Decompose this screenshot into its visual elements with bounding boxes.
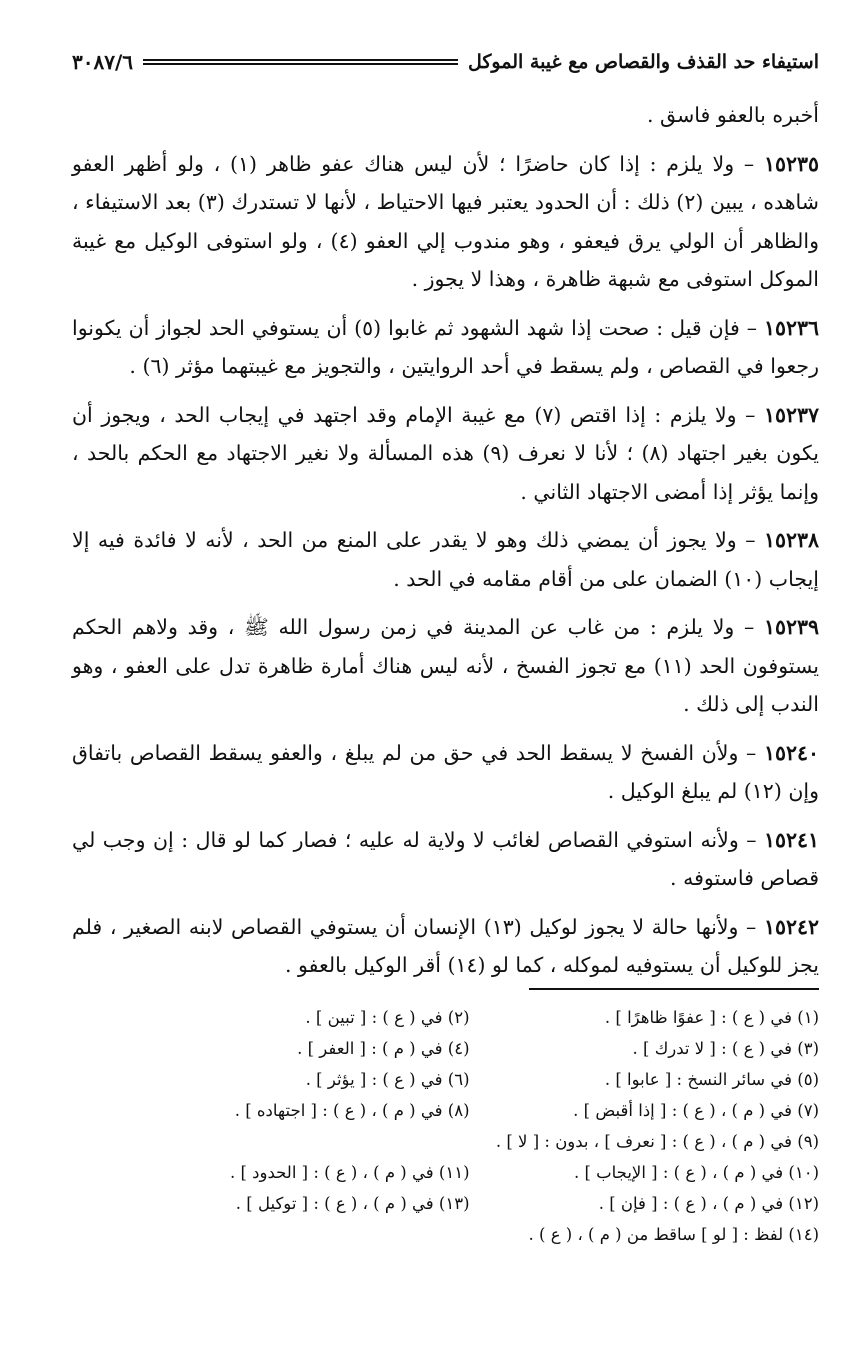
paragraph-number: ١٥٢٣٨	[763, 528, 819, 552]
footnote: (٧) في ( م ) ، ( ع ) : [ إذا أقبض ] .	[573, 1101, 819, 1120]
paragraph	[72, 521, 819, 598]
footnote-row	[120, 1002, 819, 1033]
paragraph-number: ١٥٢٣٦	[763, 315, 819, 340]
paragraph-number: ١٥٢٤١	[763, 827, 819, 852]
footnote: (١) في ( ع ) : [ عفوًا ظاهرًا ] .	[604, 1008, 819, 1027]
paragraph-number: ١٥٢٣٧	[763, 402, 819, 427]
footnote-divider	[529, 988, 819, 990]
paragraph-text: – ولأنها حالة لا يجوز لوكيل (١٣) الإنسان أن يستوفي القصاص لابنه الصغير ، فلم يجز للوكيل أن يستوفيه لموكله ، كما لو (١٤) أقر الوكيل بالعفو .	[72, 914, 819, 977]
header-rule	[143, 59, 458, 65]
paragraph	[72, 608, 819, 724]
paragraph	[72, 309, 819, 386]
paragraph-number: ١٥٢٤٠	[763, 740, 819, 765]
paragraph	[72, 145, 819, 299]
lead-line: أخبره بالعفو فاسق .	[646, 103, 819, 127]
paragraph	[72, 821, 819, 898]
footnote: (١٢) في ( م ) ، ( ع ) : [ فإن ] .	[598, 1194, 819, 1213]
paragraph	[72, 396, 819, 512]
footnote: (١٠) في ( م ) ، ( ع ) : [ الإيجاب ] .	[573, 1163, 819, 1182]
paragraph-number: ١٥٢٣٥	[763, 151, 819, 176]
paragraph-text: – ولا يلزم : إذا كان حاضرًا ؛ لأن ليس هناك عفو ظاهر (١) ، ولو أظهر العفو شاهده ، يبين (٢) ذلك : أن الحدود يعتبر فيها الاحتياط ، لأنها لا تستدرك (٣) بعد الاستيفاء ، والظاهر أن الولي يرق فيعفو ، وهو مندوب إلي العفو (٤) ، ولو استوفى الوكيل مع غيبة الموكل استوفى مع شبهة ظاهرة ، وهذا لا يجوز .	[72, 151, 819, 291]
paragraph	[72, 908, 819, 985]
paragraph	[72, 734, 819, 811]
footnotes	[120, 1002, 819, 1250]
paragraph-text: – ولأن الفسخ لا يسقط الحد في حق من لم يبلغ ، والعفو يسقط القصاص باتفاق وإن (١٢) لم يبلغ الوكيل .	[72, 740, 819, 803]
footnote: (١١) في ( م ) ، ( ع ) : [ الحدود ] .	[230, 1163, 470, 1182]
footnote-row	[120, 1033, 819, 1064]
footnote-row	[120, 1157, 819, 1188]
paragraph-number: ١٥٢٤٢	[763, 914, 819, 939]
footnote-row	[120, 1126, 819, 1157]
paragraph-text: – ولا يلزم : من غاب عن المدينة في زمن رسول الله ﷺ ، وقد ولاهم الحكم يستوفون الحد (١١) مع تجوز الفسخ ، لأنه ليس هناك أمارة ظاهرة تدل على العفو ، وهو الندب إلى ذلك .	[72, 615, 819, 716]
footnote: (٤) في ( م ) : [ العفر ] .	[297, 1039, 470, 1058]
footnote-row	[120, 1095, 819, 1126]
footnote: (١٣) في ( م ) ، ( ع ) : [ توكيل ] .	[235, 1194, 470, 1213]
paragraph-text: – ولا يلزم : إذا اقتص (٧) مع غيبة الإمام وقد اجتهد في إيجاب الحد ، ويجوز أن يكون بغير اجتهاد (٨) ؛ لأنا لا نعرف (٩) هذه المسألة ولا نغير الاجتهاد مع الحكم بالحد ، وإنما يؤثر إذا أمضى الاجتهاد الثاني .	[72, 402, 819, 504]
paragraph-text: – ولأنه استوفي القصاص لغائب لا ولاية له عليه ؛ فصار كما لو قال : إن وجب لي قصاص فاستوفه .	[72, 827, 819, 890]
main-text	[72, 96, 819, 995]
footnote: (١٤) لفظ : [ لو ] ساقط من ( م ) ، ( ع ) .	[528, 1225, 819, 1244]
footnote-row	[120, 1188, 819, 1219]
paragraph-text: – فإن قيل : صحت إذا شهد الشهود ثم غابوا (٥) أن يستوفي الحد لجواز أن يكونوا رجعوا في القصاص ، ولم يسقط في أحد الروايتين ، والتجويز مع غيبتهما مؤثر (٦) .	[72, 315, 819, 378]
footnote: (٢) في ( ع ) : [ تبين ] .	[305, 1008, 470, 1027]
footnote: (٦) في ( ع ) : [ يؤثر ] .	[305, 1070, 470, 1089]
footnote: (٥) في سائر النسخ : [ عابوا ] .	[604, 1070, 819, 1089]
footnote-row	[120, 1219, 819, 1250]
footnote: (٣) في ( ع ) : [ لا تدرك ] .	[632, 1039, 819, 1058]
footnote-row	[120, 1064, 819, 1095]
running-title: استيفاء حد القذف والقصاص مع غيبة الموكل	[467, 51, 819, 73]
footnote: (٨) في ( م ) ، ( ع ) : [ اجتهاده ] .	[234, 1101, 470, 1120]
page-number: ٣٠٨٧/٦	[72, 50, 134, 74]
running-header	[72, 42, 819, 82]
paragraph-text: – ولا يجوز أن يمضي ذلك وهو لا يقدر على المنع من الحد ، لأنه لا فائدة فيه إلا إيجاب (١٠) الضمان على من أقام مقامه في الحد .	[72, 528, 819, 591]
footnote: (٩) في ( م ) ، ( ع ) : [ نعرف ] ، بدون : [ لا ] .	[495, 1132, 819, 1151]
paragraph-number: ١٥٢٣٩	[763, 615, 819, 639]
